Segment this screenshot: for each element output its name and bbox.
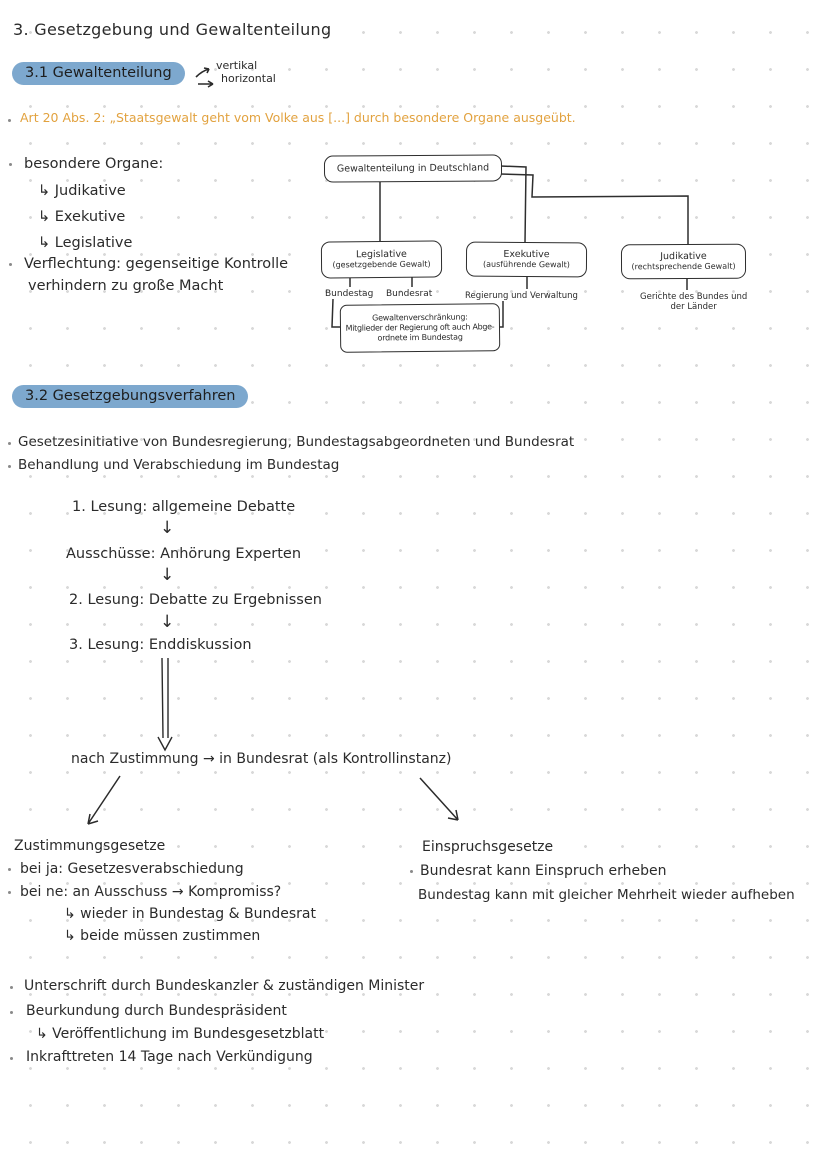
diagram-root-label: Gewaltenteilung in Deutschland	[336, 162, 490, 175]
executive-subtitle: (ausführende Gewalt)	[482, 260, 570, 270]
closing-line2: Beurkundung durch Bundespräsident	[26, 1003, 287, 1019]
diagram-node-legislative	[321, 240, 442, 278]
annotation-vertical: vertikal	[216, 59, 258, 72]
process-step-1: 1. Lesung: allgemeine Debatte	[72, 499, 296, 515]
verflechtung-line2: verhindern zu große Macht	[28, 278, 224, 294]
diagram-node-judiciary	[621, 244, 746, 280]
diagram-root-node	[324, 154, 502, 182]
bullet-dot	[8, 868, 11, 871]
page-title: 3. Gesetzgebung und Gewaltenteilung	[13, 20, 332, 39]
closing-line3: ↳ Veröffentlichung im Bundesgesetzblatt	[36, 1026, 325, 1042]
down-arrow-icon: ↓	[160, 518, 175, 538]
left-branch-line3: ↳ wieder in Bundestag & Bundesrat	[64, 906, 316, 922]
down-arrow-icon: ↓	[160, 612, 175, 632]
bullet-dot	[9, 263, 12, 266]
judiciary-child-line2: der Länder	[670, 302, 717, 312]
organ-item-exekutive: ↳ Exekutive	[38, 209, 126, 225]
bullet-dot	[10, 1011, 13, 1014]
vertical-arrow-icon	[194, 66, 214, 78]
left-branch-line2: bei ne: an Ausschuss → Kompromiss?	[20, 884, 282, 900]
left-branch-line4: ↳ beide müssen zustimmen	[64, 928, 261, 944]
intro-line2: Behandlung und Verabschiedung im Bundestag	[18, 457, 340, 473]
horizontal-arrow-icon	[197, 80, 217, 88]
intro-line1: Gesetzesinitiative von Bundesregierung, Bundestagsabgeordneten und Bundesrat	[18, 434, 575, 450]
process-step-2: Ausschüsse: Anhörung Experten	[66, 546, 302, 562]
down-arrow-icon: ↓	[160, 565, 175, 585]
right-branch-heading: Einspruchsgesetze	[422, 839, 554, 855]
executive-title: Exekutive	[503, 248, 550, 260]
verflechtung-line1: Verflechtung: gegenseitige Kontrolle	[24, 256, 289, 272]
section-3-2-heading: 3.2 Gesetzgebungsverfahren	[12, 385, 248, 408]
bullet-dot	[410, 870, 413, 873]
bullet-dot	[9, 163, 12, 166]
bullet-dot	[8, 442, 11, 445]
judiciary-title: Judikative	[660, 250, 707, 262]
organs-label: besondere Organe:	[24, 156, 164, 172]
legislative-child-bundesrat: Bundesrat	[386, 289, 433, 299]
left-branch-line1: bei ja: Gesetzesverabschiedung	[20, 861, 244, 877]
long-double-down-arrow-icon	[157, 658, 177, 753]
closing-line4: Inkrafttreten 14 Tage nach Verkündigung	[26, 1049, 313, 1065]
process-step-4: 3. Lesung: Enddiskussion	[69, 637, 252, 653]
process-step-3: 2. Lesung: Debatte zu Ergebnissen	[69, 592, 322, 608]
separation-of-powers-diagram	[300, 140, 828, 360]
judiciary-child-gerichte	[640, 292, 747, 312]
note-line2: Mitglieder der Regierung oft auch Abge-	[345, 322, 495, 333]
organ-item-legislative: ↳ Legislative	[38, 235, 133, 251]
note-line3: ordnete im Bundestag	[377, 332, 463, 343]
article-quote: Art 20 Abs. 2: „Staatsgewalt geht vom Volke aus [...] durch besondere Organe ausgeübt.	[20, 110, 576, 125]
annotation-horizontal: horizontal	[221, 72, 276, 85]
legislative-child-bundestag: Bundestag	[325, 289, 374, 299]
branch-arrow-right-icon	[416, 776, 466, 826]
left-branch-heading: Zustimmungsgesetze	[14, 838, 166, 854]
bullet-dot	[8, 465, 11, 468]
judiciary-child-line1: Gerichte des Bundes und	[640, 292, 748, 302]
legislative-subtitle: (gesetzgebende Gewalt)	[332, 260, 431, 270]
note-line1: Gewaltenverschränkung:	[372, 312, 468, 323]
judiciary-subtitle: (rechtsprechende Gewalt)	[631, 262, 736, 272]
branch-arrow-left-icon	[80, 774, 126, 832]
closing-line1: Unterschrift durch Bundeskanzler & zuständigen Minister	[24, 978, 425, 994]
bullet-dot	[10, 1057, 13, 1060]
legislative-title: Legislative	[355, 248, 407, 260]
section-3-1-heading: 3.1 Gewaltenteilung	[12, 62, 185, 85]
bullet-dot	[10, 986, 13, 989]
diagram-node-executive	[466, 242, 587, 278]
right-branch-line1: Bundesrat kann Einspruch erheben	[420, 863, 667, 879]
right-branch-line2: Bundestag kann mit gleicher Mehrheit wieder aufheben	[418, 887, 795, 903]
bullet-dot	[8, 119, 11, 122]
after-steps-line: nach Zustimmung → in Bundesrat (als Kontrollinstanz)	[71, 751, 452, 767]
executive-child-regierung: Regierung und Verwaltung	[465, 291, 578, 301]
bullet-dot	[8, 891, 11, 894]
diagram-note-box	[340, 303, 500, 353]
organ-item-judikative: ↳ Judikative	[38, 183, 126, 199]
